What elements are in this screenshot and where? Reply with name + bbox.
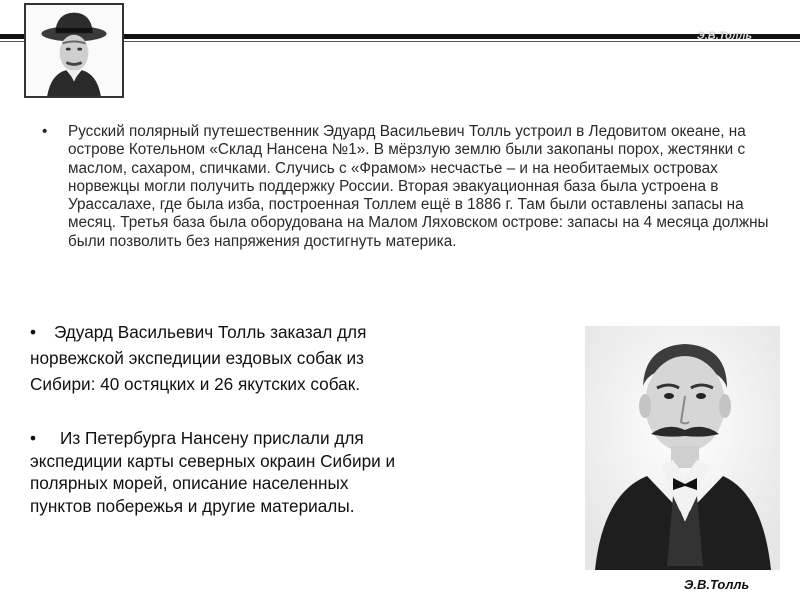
portrait-caption: Э.В.Толль <box>684 577 750 592</box>
header-caption: Э.В.Толль <box>696 30 752 42</box>
paragraph-second-line: Эдуард Васильевич Толль заказал для <box>54 322 367 342</box>
paragraph-third-line: Из Петербурга Нансену прислали для <box>60 428 364 448</box>
paragraph-third <box>24 427 514 517</box>
paragraph-first <box>42 123 782 251</box>
paragraph-second <box>24 319 494 397</box>
toll-portrait-icon <box>585 326 780 570</box>
explorer-portrait-icon <box>24 3 124 98</box>
paragraph-third-line: полярных морей, описание населенных <box>30 473 349 493</box>
paragraph-third-line: экспедиции карты северных окраин Сибири и <box>30 450 396 471</box>
paragraph-first-text: Русский полярный путешественник Эдуард Васильевич Толль устроил в Ледовитом океане, на острове Котельном «Склад Нансена №1». В мёрзлую землю были закопаны порох, жестянки с маслом, сахаром, спичками. Случись с «Фрамом» несчастье – и на необитаемых островах норвежцы могли получить поддержку России. Вторая эвакуационная база была устроена в Урассалахе, где была изба, построенная Толлем ещё в 1886 г. Там были оставлены запасы на месяц. Третья база была оборудована на Малом Ляховском острове: запасы на 4 месяца должны были позволить без напряжения достигнуть материка. <box>68 123 769 250</box>
paragraph-third-line: пунктов побережья и другие материалы. <box>30 495 355 516</box>
paragraph-second-line: Сибири: 40 остяцких и 26 якутских собак. <box>30 374 361 394</box>
paragraph-second-line: норвежской экспедиции ездовых собак из <box>30 348 364 368</box>
bullet: • <box>30 322 37 342</box>
bullet: • <box>30 428 37 448</box>
bullet: • <box>42 123 48 140</box>
